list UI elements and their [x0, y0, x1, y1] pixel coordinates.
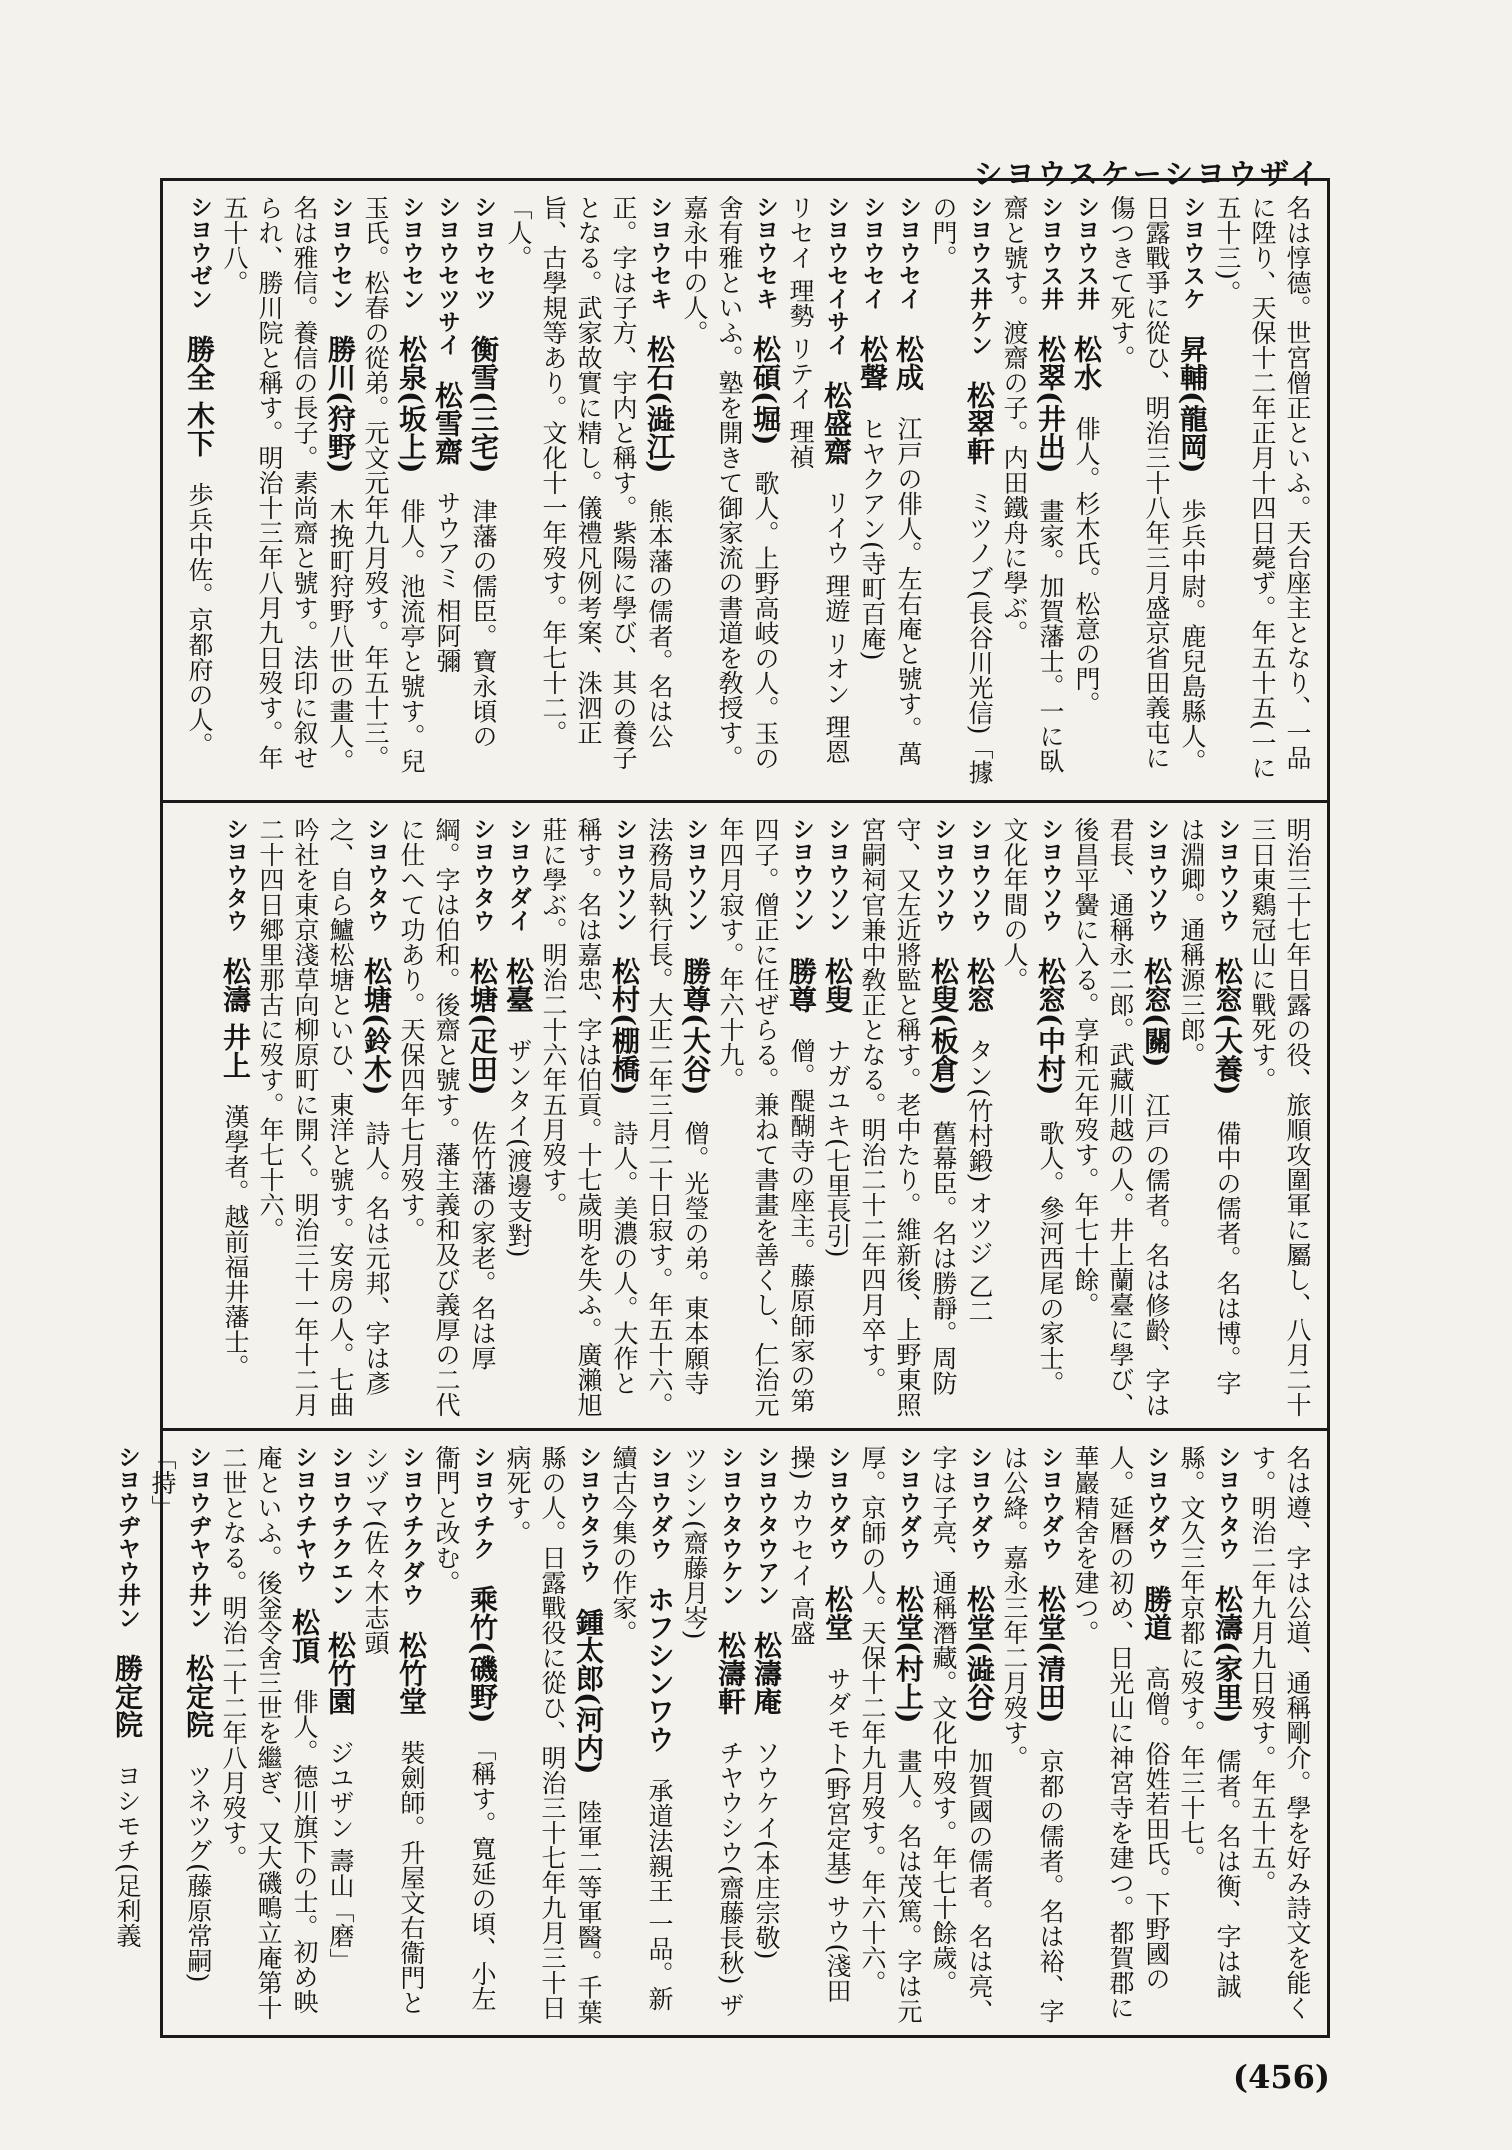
entry-description: 「稱す。寬延の頃、小左衞門と改む。: [432, 1445, 497, 2011]
entry-headword: 乘竹(磯野): [466, 1585, 499, 1724]
entry-reading: シヨウチクエン: [327, 1445, 353, 1606]
entry-headword: 勝川(狩野): [324, 335, 357, 474]
entry-description: 江戸の俳人。左右庵と號す。萬: [894, 416, 923, 766]
entry-headword: ホフシンワウ: [643, 1585, 676, 1753]
dictionary-entry: [465, 195, 501, 791]
entry-description: 僧。醍醐寺の座主。藤原師家の第四子。僧正に任ぜらる。兼ねて書畫を善くし、仁治元年四月寂す。年六十九。: [716, 817, 816, 1417]
entry-headword: 松翠(井出): [1034, 335, 1067, 474]
entry-reading: シヨウソン: [788, 817, 814, 932]
dictionary-entry: [216, 1445, 322, 2028]
entry-headword: 松窓(大養): [1211, 957, 1244, 1096]
entry-headword: 松堂(村上): [892, 1585, 925, 1724]
entry-description: 儒者。名は衡、字は誠縣。文久三年京都に歿す。年三十七。: [1177, 1445, 1242, 1999]
dictionary-entry: [1174, 817, 1245, 1419]
dictionary-entry: [253, 817, 394, 1419]
entry-headword: 松窓(中村): [1034, 957, 1067, 1096]
dictionary-entry: [145, 1445, 216, 2028]
entry-reading: シヨウセン: [327, 195, 353, 310]
entry-headword: 鍾太郎(河内): [572, 1608, 605, 1775]
entry-reading: シヨウタウアン: [753, 1445, 779, 1606]
entry-description: 承道法親王 一品。新續古今集の作家。: [609, 1445, 674, 2011]
dictionary-entry: [500, 817, 536, 1419]
dictionary-entry: [713, 817, 819, 1419]
entry-description: サダモト(野宮定基) サウ(淺田操) カウセイ 高盛: [787, 1445, 852, 2004]
entry-description: 俳人。德川旗下の士。初め映庵といふ。後釡令舍三世を繼ぎ、又大磯鴫立庵第十二世となる。明治二十二年八月歿す。: [219, 1445, 319, 2020]
entry-reading: シヨウセツ: [470, 195, 496, 310]
entry-description: 畫人。名は茂篤。字は元厚。京師の人。天保十二年九月歿す。年六十六。: [858, 1445, 923, 2024]
dictionary-entry: [501, 195, 677, 791]
entry-description: ミツノブ(長谷川光信)「據の門。: [929, 195, 994, 785]
dictionary-entry: [890, 195, 926, 791]
entry-description: チヤウシウ(齋藤長秋) ザツシン(齋藤月岑): [680, 1445, 745, 2018]
dictionary-entry: [926, 195, 997, 791]
entry-reading: シヨウヂヤウ井ン: [185, 1445, 211, 1629]
entry-headword: 松叟(板倉): [927, 957, 960, 1096]
dictionary-entry: [606, 1445, 677, 2028]
dictionary-entry: [1068, 195, 1104, 791]
dictionary-entry: [784, 1445, 855, 2028]
entry-description: 木挽町狩野八世の畫人。名は雅信。養信の長子。素尚齋と號す。法印に叙せられ、勝川院と稱す。明治十三年八月九日歿す。年五十八。: [220, 195, 355, 774]
entry-description: 江戸の儒者。名は修齡、字は君長、通稱永二郎。武藏川越の人。井上蘭臺に學び、後昌平黌に入る。享和元年歿す。年七十餘。: [1071, 817, 1171, 1418]
entry-reading: シヨウタウ: [469, 817, 495, 932]
dictionary-entry: [677, 1445, 748, 2028]
entry-description: 陸軍二等軍醫。千葉縣の人。日露戰役に從ひ、明治三十七年九月三十日病死す。: [503, 1445, 603, 2025]
entry-description: 備中の儒者。名は博。字は淵卿。通稱源三郎。: [1177, 817, 1242, 1396]
running-head: シヨウスケーシヨウザイ: [973, 157, 1322, 191]
entry-headword: 松聲: [856, 335, 889, 391]
dictionary-entry: [394, 817, 500, 1419]
entry-reading: シヨウソウ: [1143, 817, 1169, 932]
entry-description: 明治三十七年日露の役、旅順攻圍軍に屬し、八月二十三日東鷄冠山に戰死す。: [1248, 817, 1312, 1417]
entry-headword: 松叟: [821, 957, 854, 1013]
entry-description: ソウケイ(本庄宗敬): [752, 1740, 781, 1960]
dictionary-entry: [1068, 1445, 1174, 2028]
dictionary-entry: [1104, 195, 1210, 791]
dictionary-entry: [997, 195, 1068, 791]
entry-reading: シヨウゼン: [186, 195, 212, 310]
entry-description: ザンタイ(渡邊支對): [504, 1038, 533, 1258]
entry-description: 佐竹藩の家老。名は厚綱。字は伯和。後齋と號す。藩主義和及び義厚の二代に仕へて功あり。天保四年七月歿す。: [397, 817, 497, 1417]
entry-description: サウアミ 相阿彌: [433, 490, 462, 673]
dictionary-entry: [429, 1445, 500, 2028]
entry-description: ヨシモチ(足利義: [113, 1763, 142, 1948]
dictionary-entry: [217, 817, 253, 1419]
entry-description: 裝劍師。升屋文右衞門と シヅマ(佐々木志頭: [361, 1445, 426, 2015]
entry-reading: シヨウタウ: [1214, 1445, 1240, 1560]
entry-reading: シヨウダウ: [966, 1445, 992, 1560]
entry-description: ジユザン 壽山「磨」: [326, 1740, 355, 1973]
entry-description: 詩人。美濃の人。大作と稱す。名は嘉忠、字は伯貢。十七歲明を失ふ。廣瀨旭莊に學ぶ。明治二十六年五月歿す。: [539, 817, 639, 1417]
dictionary-entry: [997, 1445, 1068, 2028]
dictionary-entry: [217, 195, 358, 791]
entry-description: 畫家。加賀藩士。一に臥齋と號す。渡齋の子。内田鐵舟に學ぶ。: [1000, 195, 1065, 774]
dictionary-entry: [322, 1445, 358, 2028]
entry-reading: シヨウタウ: [363, 817, 389, 932]
entry-description: 津藩の儒臣。寶永頃の: [469, 498, 498, 749]
entry-headword: 松臺: [502, 957, 535, 1013]
dictionary-entry: [1245, 817, 1315, 1419]
entry-description: 名は惇德。世宮僧正といふ。天台座主となり、一品に陞り、天保十二年正月十四日薨ず。年五十五(一に五十三)。: [1213, 195, 1312, 780]
entry-reading: シヨウタラウ: [575, 1445, 601, 1583]
entry-description: リイウ 理遊 リオン 理恩 リセイ 理勢 リテイ 理禎: [786, 195, 851, 764]
entry-headword: 松濤 井上: [219, 957, 252, 1079]
entry-reading: シヨウチヤウ: [291, 1445, 317, 1583]
entry-description: 高僧。俗姓若田氏。下野國の人。延曆の初め、日光山に神宮寺を建つ。都賀郡に華巖精舍を建つ。: [1071, 1445, 1171, 2020]
entry-reading: シヨウス井: [1037, 195, 1063, 310]
entry-headword: 松碩(堀): [749, 335, 782, 446]
entry-description: 名は遵、字は公道、通稱剛介。學を好み詩文を能くす。明治二年九月九日歿す。年五十五。: [1248, 1445, 1312, 2020]
entry-band-bottom: [111, 1431, 1327, 2038]
entry-description: 京都の儒者。名は裕、字は公絳。嘉永三年二月歿す。: [1000, 1445, 1065, 2024]
entry-headword: 松濤(家里): [1211, 1585, 1244, 1724]
dictionary-entry: [358, 1445, 429, 2028]
entry-reading: シヨウソウ: [966, 817, 992, 932]
entry-description: 歩兵中尉。鹿兒島縣人。日露戰爭に從ひ、明治三十八年三月盛京省田義屯に傷つきて死す。: [1107, 195, 1207, 774]
entry-headword: 勝定院: [111, 1654, 144, 1738]
entry-reading: シヨウダイ: [505, 817, 531, 932]
dictionary-entry: [783, 195, 854, 791]
entry-description: 俳人。池流亭と號す。兒玉氏。松春の從弟。元文元年九月歿す。年五十三。: [361, 195, 426, 774]
entry-reading: シヨウタウ: [222, 817, 248, 932]
entry-headword: 松雪齋: [431, 381, 464, 465]
dictionary-entry: [1174, 1445, 1245, 2028]
dictionary-entry: [677, 195, 783, 791]
entry-reading: シヨウダウ: [824, 1445, 850, 1560]
entry-headword: 松堂(澁谷): [963, 1585, 996, 1724]
entry-description: ナガユキ(七里長引): [823, 1038, 852, 1258]
dictionary-entry: [181, 195, 217, 791]
dictionary-entry: [748, 1445, 784, 2028]
dictionary-entry: [926, 1445, 997, 2028]
entry-reading: シヨウソン: [824, 817, 850, 932]
dictionary-entry: [855, 817, 961, 1419]
page-number: (456): [1232, 2058, 1330, 2096]
entry-description: 詩人。名は元邦、字は彥之、自ら鱸松塘といひ、東洋と號す。安房の人。七曲吟社を東京淺草向柳原町に開く。明治三十一年十二月二十四日郷里那古に歿す。年七十六。: [256, 817, 391, 1417]
entry-description: 歌人。參河西尾の家士。文化年間の人。: [1000, 817, 1065, 1396]
entry-reading: シヨウセイ: [895, 195, 921, 310]
entry-description: 熊本藩の儒者。名は公正。字は子方、宇内と稱す。紫陽に學び、其の養子となる。武家故實に精し。儀禮凡例考案、洙泗正旨、古學規等あり。文化十一年歿す。年七十二。「人。: [504, 195, 674, 770]
entry-reading: シヨウセン: [398, 195, 424, 310]
entry-description: 加賀國の儒者。名は亮、字は子亮、通稱潛藏。文化中歿す。年七十餘歲。: [929, 1445, 994, 2024]
entry-headword: 衡雪(三宅): [467, 335, 500, 474]
entry-headword: 松窓: [963, 957, 996, 1013]
dictionary-entry: [536, 817, 642, 1419]
entry-reading: シヨウセイ: [859, 195, 885, 310]
dictionary-entry: [109, 1445, 145, 2028]
entry-reading: シヨウダウ: [646, 1445, 672, 1560]
entry-description: ツネツグ(藤原常嗣)「持」: [148, 1445, 213, 1983]
entry-headword: 松竹園: [324, 1631, 357, 1715]
entry-description: タン(竹村鍛) オツジ 乙二: [965, 1038, 994, 1324]
entry-headword: 松村(棚橋): [608, 957, 641, 1096]
dictionary-entry: [1068, 817, 1174, 1419]
entry-description: 僧。光瑩の弟。東本願寺法務局執行長。大正二年三月二十日寂す。年五十六。: [645, 817, 710, 1417]
dictionary-entry: [855, 1445, 926, 2028]
entry-headword: 松頂: [288, 1608, 321, 1664]
entry-reading: シヨウタウケン: [717, 1445, 743, 1606]
entry-headword: 松堂(清田): [1034, 1585, 1067, 1724]
entry-reading: シヨウチク: [469, 1445, 495, 1560]
entry-headword: 昇輔(龍岡): [1176, 335, 1209, 474]
dictionary-entry: [1245, 1445, 1315, 2028]
dictionary-entry: [819, 817, 855, 1419]
entry-headword: 松翠軒: [963, 381, 996, 465]
entry-band-top: [163, 181, 1327, 801]
entry-reading: シヨウチクダウ: [398, 1445, 424, 1606]
entry-headword: 松定院: [182, 1654, 215, 1738]
entry-headword: 松窓(關): [1140, 957, 1173, 1068]
entry-headword: 松石(澁江): [643, 335, 676, 474]
entry-description: 歌人。上野高岐の人。玉の舍有雅といふ。塾を開きて御家流の書道を敎授す。嘉永中の人。: [680, 195, 780, 771]
entry-reading: シヨウス井ケン: [966, 195, 992, 356]
entry-reading: シヨウス井: [1073, 195, 1099, 310]
entry-reading: シヨウセイサイ: [823, 195, 849, 356]
entry-headword: 松竹堂: [395, 1631, 428, 1715]
entry-headword: 松堂: [821, 1585, 854, 1641]
entry-headword: 松塘(疋田): [466, 957, 499, 1096]
entry-reading: シヨウダウ: [1143, 1445, 1169, 1560]
entry-description: 歩兵中佐。京都府の人。: [185, 481, 214, 757]
entry-headword: 松塘(鈴木): [360, 957, 393, 1096]
entry-reading: シヨウソウ: [930, 817, 956, 932]
entry-reading: シヨウソン: [611, 817, 637, 932]
entry-headword: 松泉(坂上): [395, 335, 428, 474]
entry-headword: 勝尊(大谷): [679, 957, 712, 1096]
entry-reading: シヨウソン: [682, 817, 708, 932]
dictionary-entry: [854, 195, 890, 791]
dictionary-entry: [429, 195, 465, 791]
entry-reading: シヨウダウ: [895, 1445, 921, 1560]
entry-description: ヒヤクアン(寺町百庵): [858, 416, 887, 661]
entry-reading: シヨウソウ: [1037, 817, 1063, 932]
entry-reading: シヨウソウ: [1214, 817, 1240, 932]
entry-headword: 勝道: [1140, 1585, 1173, 1641]
entry-reading: シヨウセキ: [646, 195, 672, 310]
entry-headword: 松濤庵: [750, 1631, 783, 1715]
dictionary-entry: [997, 817, 1068, 1419]
entry-headword: 勝尊: [785, 957, 818, 1013]
entry-reading: シヨウセツサイ: [434, 195, 460, 356]
entry-headword: 松盛齋: [820, 381, 853, 465]
entry-headword: 勝全 木下: [183, 335, 216, 457]
entry-headword: 松成: [892, 335, 925, 391]
entry-description: 舊幕臣。名は勝靜。周防守、又左近將監と稱す。老中たり。維新後、上野東照宮嗣祠官兼中敎正となる。明治二十二年四月卒す。: [858, 817, 958, 1417]
entry-reading: シヨウダウ: [1037, 1445, 1063, 1560]
dictionary-entry: [1210, 195, 1315, 791]
entry-description: 漢學者。越前福井藩士。: [221, 1103, 250, 1379]
entry-headword: 松濤軒: [714, 1631, 747, 1715]
dictionary-frame: [111, 178, 1330, 2038]
entry-reading: シヨウスケ: [1179, 195, 1205, 310]
entry-reading: シヨウヂヤウ井ン: [114, 1445, 140, 1629]
entry-description: 俳人。杉木氏。松意の門。: [1072, 416, 1101, 716]
dictionary-entry: [961, 817, 997, 1419]
dictionary-entry: [500, 1445, 606, 2028]
entry-reading: シヨウセキ: [752, 195, 778, 310]
entry-band-middle: [163, 803, 1327, 1429]
dictionary-entry: [642, 817, 713, 1419]
entry-headword: 松水: [1070, 335, 1103, 391]
dictionary-entry: [358, 195, 429, 791]
